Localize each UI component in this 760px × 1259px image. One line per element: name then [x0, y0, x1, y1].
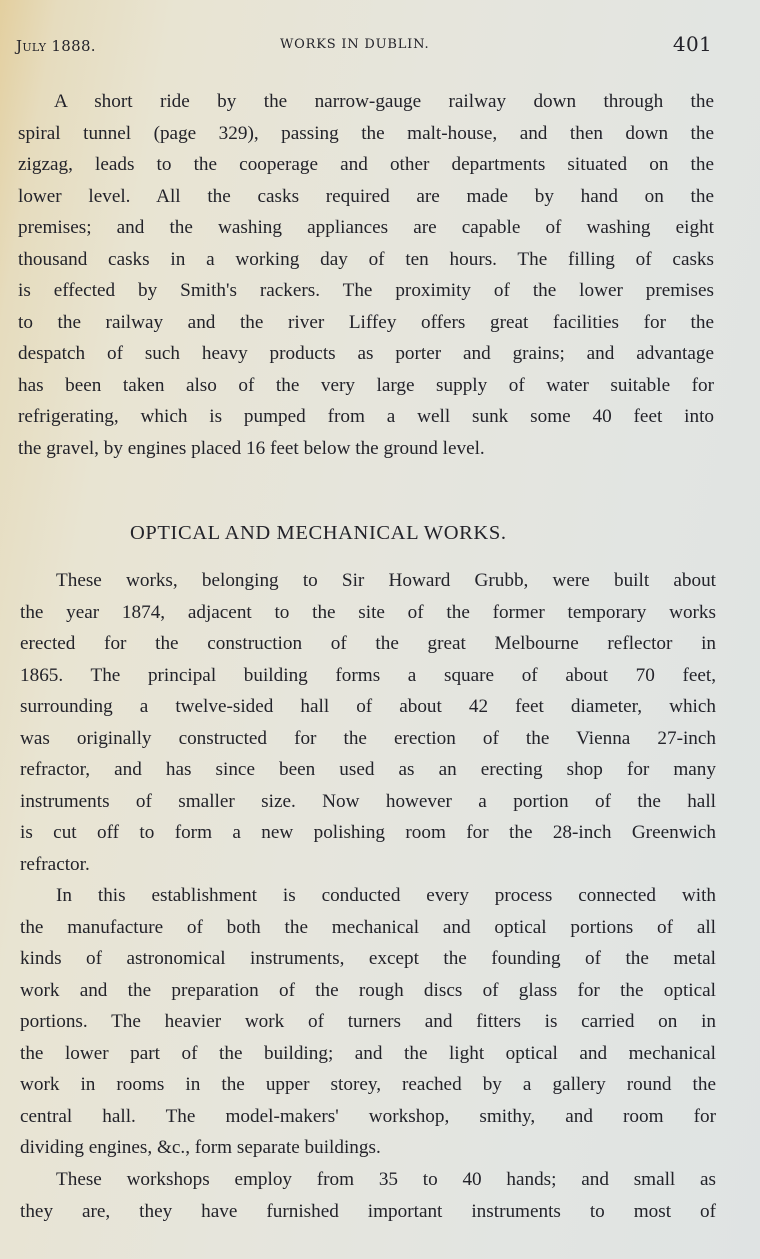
text-line: is effected by Smith's rackers. The proximity of the lower premises	[18, 280, 714, 301]
text-line: is cut off to form a new polishing room for the 28-inch Greenwich	[20, 822, 716, 843]
text-line: the gravel, by engines placed 16 feet below the ground level.	[18, 437, 485, 459]
section-heading: OPTICAL AND MECHANICAL WORKS.	[130, 522, 507, 544]
text-line: premises; and the washing appliances are capable of washing eight	[18, 217, 714, 238]
text-line: These works, belonging to Sir Howard Grubb, were built about	[56, 570, 716, 591]
text-line: work in rooms in the upper storey, reached by a gallery round the	[20, 1074, 716, 1095]
text-line: has been taken also of the very large supply of water suitable for	[18, 374, 714, 396]
text-line: the year 1874, adjacent to the site of the former temporary works	[20, 601, 716, 623]
paragraph-2	[20, 565, 716, 880]
text-line: spiral tunnel (page 329), passing the malt-house, and then down the	[18, 122, 714, 144]
text-line: surrounding a twelve-sided hall of about 42 feet diameter, which	[20, 696, 716, 717]
text-line: A short ride by the narrow-gauge railway down through the	[54, 91, 714, 112]
running-head	[12, 30, 712, 60]
running-head-date: July 1888.	[16, 37, 96, 55]
paragraph-4	[20, 1164, 716, 1227]
text-line: These workshops employ from 35 to 40 hands; and small as	[56, 1169, 716, 1190]
text-line: kinds of astronomical instruments, except the founding of the metal	[20, 948, 716, 969]
page-number: 401	[672, 32, 712, 56]
text-line: to the railway and the river Liffey offers great facilities for the	[18, 311, 714, 333]
text-line: zigzag, leads to the cooperage and other departments situated on the	[18, 154, 714, 175]
text-line: the manufacture of both the mechanical and optical portions of all	[20, 916, 716, 938]
text-line: was originally constructed for the erection of the Vienna 27-inch	[20, 727, 716, 749]
text-line: 1865. The principal building forms a square of about 70 feet,	[20, 664, 716, 686]
running-head-title: WORKS IN DUBLIN.	[280, 37, 430, 52]
text-line: lower level. All the casks required are made by hand on the	[18, 185, 714, 207]
text-line: work and the preparation of the rough discs of glass for the optical	[20, 979, 716, 1001]
text-line: instruments of smaller size. Now however a portion of the hall	[20, 790, 716, 812]
text-line: they are, they have furnished important instruments to most of	[20, 1200, 716, 1222]
text-line: the lower part of the building; and the light optical and mechanical	[20, 1042, 716, 1064]
text-line: despatch of such heavy products as porter and grains; and advantage	[18, 343, 714, 364]
text-line: refrigerating, which is pumped from a well sunk some 40 feet into	[18, 406, 714, 427]
text-line: refractor.	[20, 853, 90, 875]
text-line: thousand casks in a working day of ten hours. The filling of casks	[18, 248, 714, 270]
text-line: portions. The heavier work of turners and fitters is carried on in	[20, 1011, 716, 1032]
text-line: central hall. The model-makers' workshop, smithy, and room for	[20, 1105, 716, 1127]
text-line: In this establishment is conducted every process connected with	[56, 885, 716, 906]
text-line: refractor, and has since been used as an erecting shop for many	[20, 759, 716, 780]
text-line: dividing engines, &c., form separate buildings.	[20, 1137, 381, 1158]
text-line: erected for the construction of the great Melbourne reflector in	[20, 633, 716, 654]
paragraph-1	[18, 86, 714, 464]
paragraph-3	[20, 880, 716, 1164]
